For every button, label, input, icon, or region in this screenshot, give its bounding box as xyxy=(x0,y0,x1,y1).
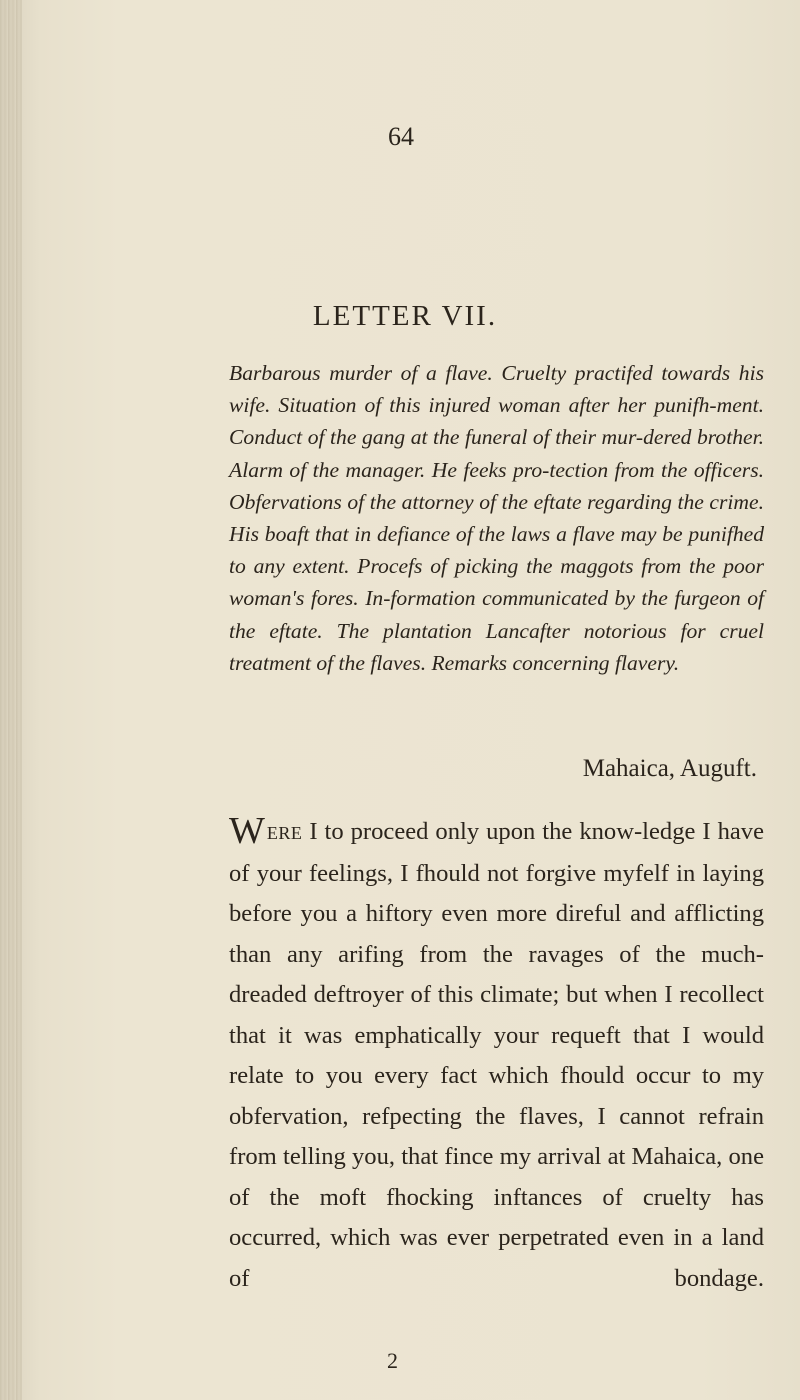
binding-edge xyxy=(0,0,22,1400)
letter-summary: Barbarous murder of a flave. Cruelty practifed towards his wife. Situation of this injured woman after her punifh-ment. Conduct of the gang at the funeral of their mur-dered brother. Alarm of the manager. He feeks pro-tection from the officers. Obfervations of the attorney of the eftate regarding the crime. His boaft that in defiance of the laws a flave may be punifhed to any extent. Procefs of picking the maggots from the poor woman's fores. In-formation communicated by the furgeon of the eftate. The plantation Lancafter notorious for cruel treatment of the flaves. Remarks concerning flavery. xyxy=(229,361,764,675)
signature-mark: 2 xyxy=(387,1348,398,1373)
page-number: 64 xyxy=(388,122,414,151)
dateline: Mahaica, Auguft. xyxy=(582,755,757,782)
body-paragraph: I to proceed only upon the know-ledge I have of your feelings, I fhould not forgive myfelf in laying before you a hiftory even more direful and afflicting than any arifing from the ravages of the much-dreaded deftroyer of this climate; but when I recollect that it was emphatically your requeft that I would relate to you every fact which fhould occur to my obfervation, refpecting the flaves, I cannot refrain from telling you, that fince my arrival at Mahaica, one of the moft fhocking inftances of cruelty has occurred, which was ever perpetrated even in a land of bondage. xyxy=(229,818,764,1292)
letter-body xyxy=(229,812,764,1299)
letter-heading: LETTER VII. xyxy=(312,300,498,332)
drop-initial: W xyxy=(229,810,265,852)
opening-smallcaps: ERE xyxy=(266,823,303,843)
